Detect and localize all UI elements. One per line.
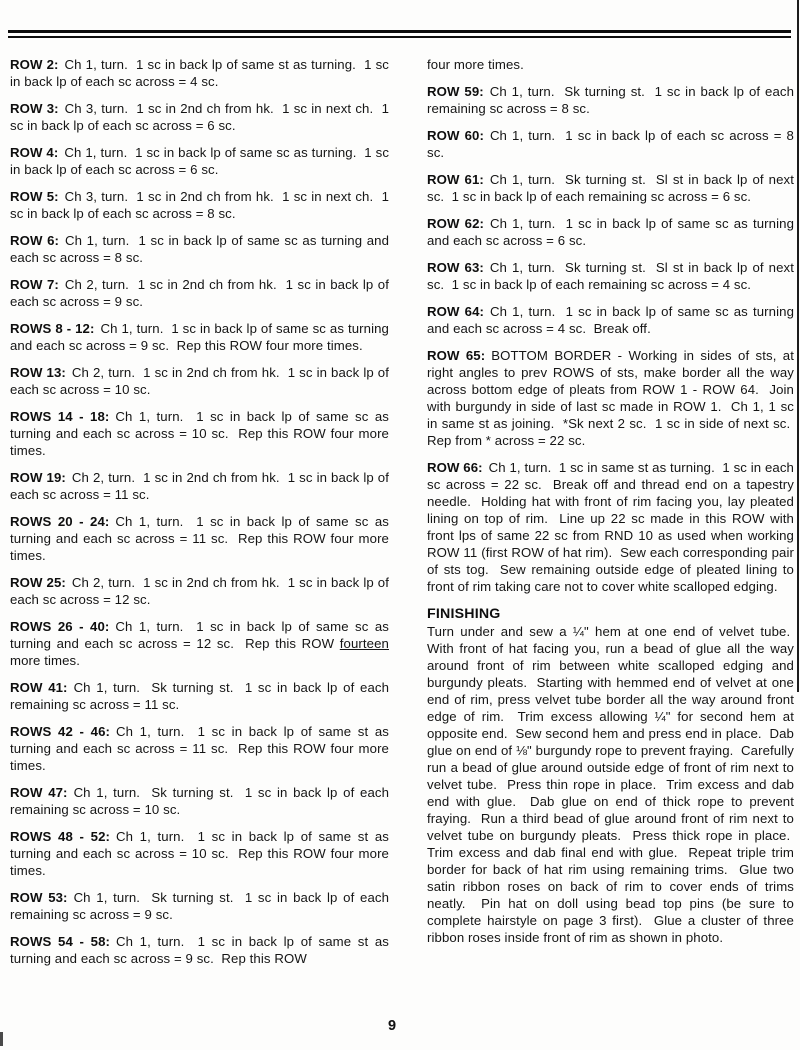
pattern-row-paragraph	[10, 408, 389, 459]
row-label: ROW 13:	[10, 365, 66, 380]
row-instructions: Ch 2, turn. 1 sc in 2nd ch from hk. 1 sc in back lp of each sc across = 11 sc.	[10, 470, 390, 502]
row-label: ROW 64:	[427, 304, 485, 319]
row-label: ROW 25:	[10, 575, 66, 590]
pattern-row-paragraph	[10, 933, 389, 967]
pattern-row-paragraph	[10, 320, 389, 354]
pattern-row-paragraph	[427, 127, 794, 161]
finishing-heading: FINISHING	[427, 606, 501, 622]
row-instructions: Ch 3, turn. 1 sc in 2nd ch from hk. 1 sc in next ch. 1 sc in back lp of each sc across = 8 sc.	[10, 189, 390, 221]
row-instructions: Ch 1, turn. 1 sc in back lp of same st as turning and each sc across = 10 sc. Rep this ROW four more times.	[10, 829, 389, 878]
row-label: ROWS 54 - 58:	[10, 934, 110, 949]
pattern-row-paragraph	[10, 188, 389, 222]
row-label: ROW 2:	[10, 57, 59, 72]
left-column	[10, 56, 389, 977]
row-instructions: Ch 2, turn. 1 sc in 2nd ch from hk. 1 sc in back lp of each sc across = 12 sc.	[10, 575, 390, 607]
underlined-word: fourteen	[339, 636, 389, 651]
finishing-paragraph: Turn under and sew a ¼" hem at one end of velvet tube. With front of hat facing you, run a bead of glue all the way around front of rim between white scalloped edging and burgundy pleats. Starting with hemmed end of velvet at one end of rim, press velvet tube border all the way around front edge of rim. Trim excess allowing ¼" for second hem at opposite end. Sew second hem and press end in place. Dab glue on end of ⅛" burgundy rope to prevent fraying. Carefully run a bead of glue around outside edge of front of rim next to velvet tube. Press thin rope in place. Trim excess and dab end with glue. Dab glue on end of thick rope to prevent fraying. Run a third bead of glue around front of rim next to velvet tube on burgundy pleats. Press thick rope in place. Trim excess and dab final end with glue. Repeat triple trim border for back of hat rim using remaining trims. Glue two satin ribbon roses on back of rim to cover ends of trims neatly. Pin hat on doll using bead top pins (be sure to complete hairstyle on page 3 first). Glue a cluster of three ribbon roses inside front of rim as shown in photo.	[427, 624, 794, 945]
row-instructions: Ch 1, turn. 1 sc in back lp of same sc as turning and each sc across = 9 sc. Rep this ROW four more times.	[10, 321, 389, 353]
row-label: ROW 4:	[10, 145, 59, 160]
pattern-row-paragraph	[10, 618, 389, 669]
row-instructions: Ch 1, turn. 1 sc in back lp of same st as turning and each sc across = 9 sc. Rep this ROW	[10, 934, 389, 966]
row-instructions: Ch 1, turn. Sk turning st. 1 sc in back lp of each remaining sc across = 10 sc.	[10, 785, 390, 817]
row-instructions: Ch 2, turn. 1 sc in 2nd ch from hk. 1 sc in back lp of each sc across = 10 sc.	[10, 365, 390, 397]
pattern-row-paragraph	[10, 784, 389, 818]
row-label: ROW 59:	[427, 84, 484, 99]
pattern-row-paragraph	[10, 469, 389, 503]
row-label: ROW 3:	[10, 101, 59, 116]
row-label: ROW 63:	[427, 260, 484, 275]
row-instructions: Ch 1, turn. 1 sc in same st as turning. 1 sc in each sc across = 22 sc. Break off and thread end on a tapestry needle. Holding hat with front of rim facing you, lay pleated lining on top of rim. Line up 22 sc made in this ROW with front lps of same 22 sc from RND 10 as used when working ROW 11 (first ROW of hat rim). Sew each corresponding pair of sts tog. Sew remaining outside edge of pleated lining to front of rim taking care not to cover white scalloped edging.	[427, 460, 794, 594]
top-double-rule	[8, 30, 791, 38]
two-column-layout	[10, 56, 794, 977]
row-instructions: Ch 2, turn. 1 sc in 2nd ch from hk. 1 sc in back lp of each sc across = 9 sc.	[10, 277, 390, 309]
scan-edge-mark	[0, 1032, 3, 1046]
row-label: ROWS 26 - 40:	[10, 619, 110, 634]
row-label: ROW 60:	[427, 128, 484, 143]
pattern-row-paragraph	[10, 679, 389, 713]
row-instructions: Ch 1, turn. 1 sc in back lp of same st as turning. 1 sc in back lp of each sc across = 4 sc.	[10, 57, 390, 89]
row-instructions: Ch 1, turn. 1 sc in back lp of same sc as turning. 1 sc in back lp of each sc across = 6 sc.	[10, 145, 390, 177]
row-instructions: BOTTOM BORDER - Working in sides of sts, at right angles to prev ROWS of sts, make border all the way across bottom edge of pleats from ROW 1 - ROW 64. Join with burgundy in side of last sc made in ROW 1. Ch 1, 1 sc in same st as joining. *Sk next 2 sc. 1 sc in side of next sc. Rep from * across = 22 sc.	[427, 348, 794, 448]
pattern-row-paragraph	[10, 364, 389, 398]
row-label: ROW 5:	[10, 189, 59, 204]
row-instructions: Ch 3, turn. 1 sc in 2nd ch from hk. 1 sc in next ch. 1 sc in back lp of each sc across = 6 sc.	[10, 101, 390, 133]
pattern-row-paragraph	[427, 215, 794, 249]
continued-text: four more times.	[427, 57, 524, 72]
row-label: ROW 61:	[427, 172, 484, 187]
row-label: ROW 65:	[427, 348, 486, 363]
row-label: ROW 6:	[10, 233, 60, 248]
row-instructions: Ch 1, turn. Sk turning st. Sl st in back lp of next sc. 1 sc in back lp of each remaining sc across = 4 sc.	[427, 260, 795, 292]
pattern-row-paragraph	[10, 276, 389, 310]
pattern-row-paragraph	[427, 347, 794, 449]
row-instructions: Ch 1, turn. 1 sc in back lp of same sc as turning and each sc across = 8 sc.	[10, 233, 390, 265]
row-instructions: Ch 1, turn. Sk turning st. Sl st in back lp of next sc. 1 sc in back lp of each remaining sc across = 6 sc.	[427, 172, 795, 204]
pattern-row-paragraph	[10, 574, 389, 608]
row-instructions: more times.	[10, 653, 80, 668]
row-label: ROWS 14 - 18:	[10, 409, 110, 424]
pattern-row-paragraph	[10, 232, 389, 266]
row-instructions: Ch 1, turn. 1 sc in back lp of same sc as turning and each sc across = 4 sc. Break off.	[427, 304, 795, 336]
pattern-row-paragraph	[427, 83, 794, 117]
pattern-row-paragraph	[10, 723, 389, 774]
pattern-row-paragraph	[427, 459, 794, 595]
row-instructions: Ch 1, turn. 1 sc in back lp of same sc as turning and each sc across = 6 sc.	[427, 216, 795, 248]
row-label: ROW 41:	[10, 680, 68, 695]
row-label: ROW 47:	[10, 785, 68, 800]
row-label: ROWS 48 - 52:	[10, 829, 110, 844]
row-label: ROWS 42 - 46:	[10, 724, 110, 739]
row-instructions: Ch 1, turn. 1 sc in back lp of same sc as turning and each sc across = 10 sc. Rep this ROW four more times.	[10, 409, 389, 458]
row-instructions: Ch 1, turn. Sk turning st. 1 sc in back lp of each remaining sc across = 11 sc.	[10, 680, 390, 712]
page-number: 9	[388, 1018, 397, 1034]
row-instructions: Ch 1, turn. 1 sc in back lp of each sc across = 8 sc.	[427, 128, 794, 160]
row-label: ROWS 20 - 24:	[10, 514, 110, 529]
row-instructions: Ch 1, turn. 1 sc in back lp of same sc as turning and each sc across = 12 sc. Rep this ROW	[10, 619, 389, 651]
pattern-row-paragraph	[10, 144, 389, 178]
row-instructions: Ch 1, turn. Sk turning st. 1 sc in back lp of each remaining sc across = 8 sc.	[427, 84, 795, 116]
row-instructions: Ch 1, turn. 1 sc in back lp of same st as turning and each sc across = 11 sc. Rep this ROW four more times.	[10, 724, 389, 773]
row-label: ROW 19:	[10, 470, 66, 485]
row-instructions: Ch 1, turn. Sk turning st. 1 sc in back lp of each remaining sc across = 9 sc.	[10, 890, 390, 922]
pattern-row-paragraph	[10, 828, 389, 879]
row-label: ROW 62:	[427, 216, 485, 231]
pattern-row-paragraph	[10, 56, 389, 90]
pattern-row-paragraph	[427, 303, 794, 337]
row-label: ROW 66:	[427, 460, 483, 475]
row-label: ROWS 8 - 12:	[10, 321, 95, 336]
row-instructions: Ch 1, turn. 1 sc in back lp of same sc as turning and each sc across = 11 sc. Rep this ROW four more times.	[10, 514, 389, 563]
pattern-row-paragraph	[10, 513, 389, 564]
row-label: ROW 7:	[10, 277, 59, 292]
pattern-row-paragraph	[10, 100, 389, 134]
row-label: ROW 53:	[10, 890, 68, 905]
right-column	[427, 56, 794, 977]
pattern-row-paragraph	[10, 889, 389, 923]
scan-edge-artifact	[797, 0, 799, 692]
pattern-row-paragraph	[427, 171, 794, 205]
pattern-row-paragraph	[427, 259, 794, 293]
